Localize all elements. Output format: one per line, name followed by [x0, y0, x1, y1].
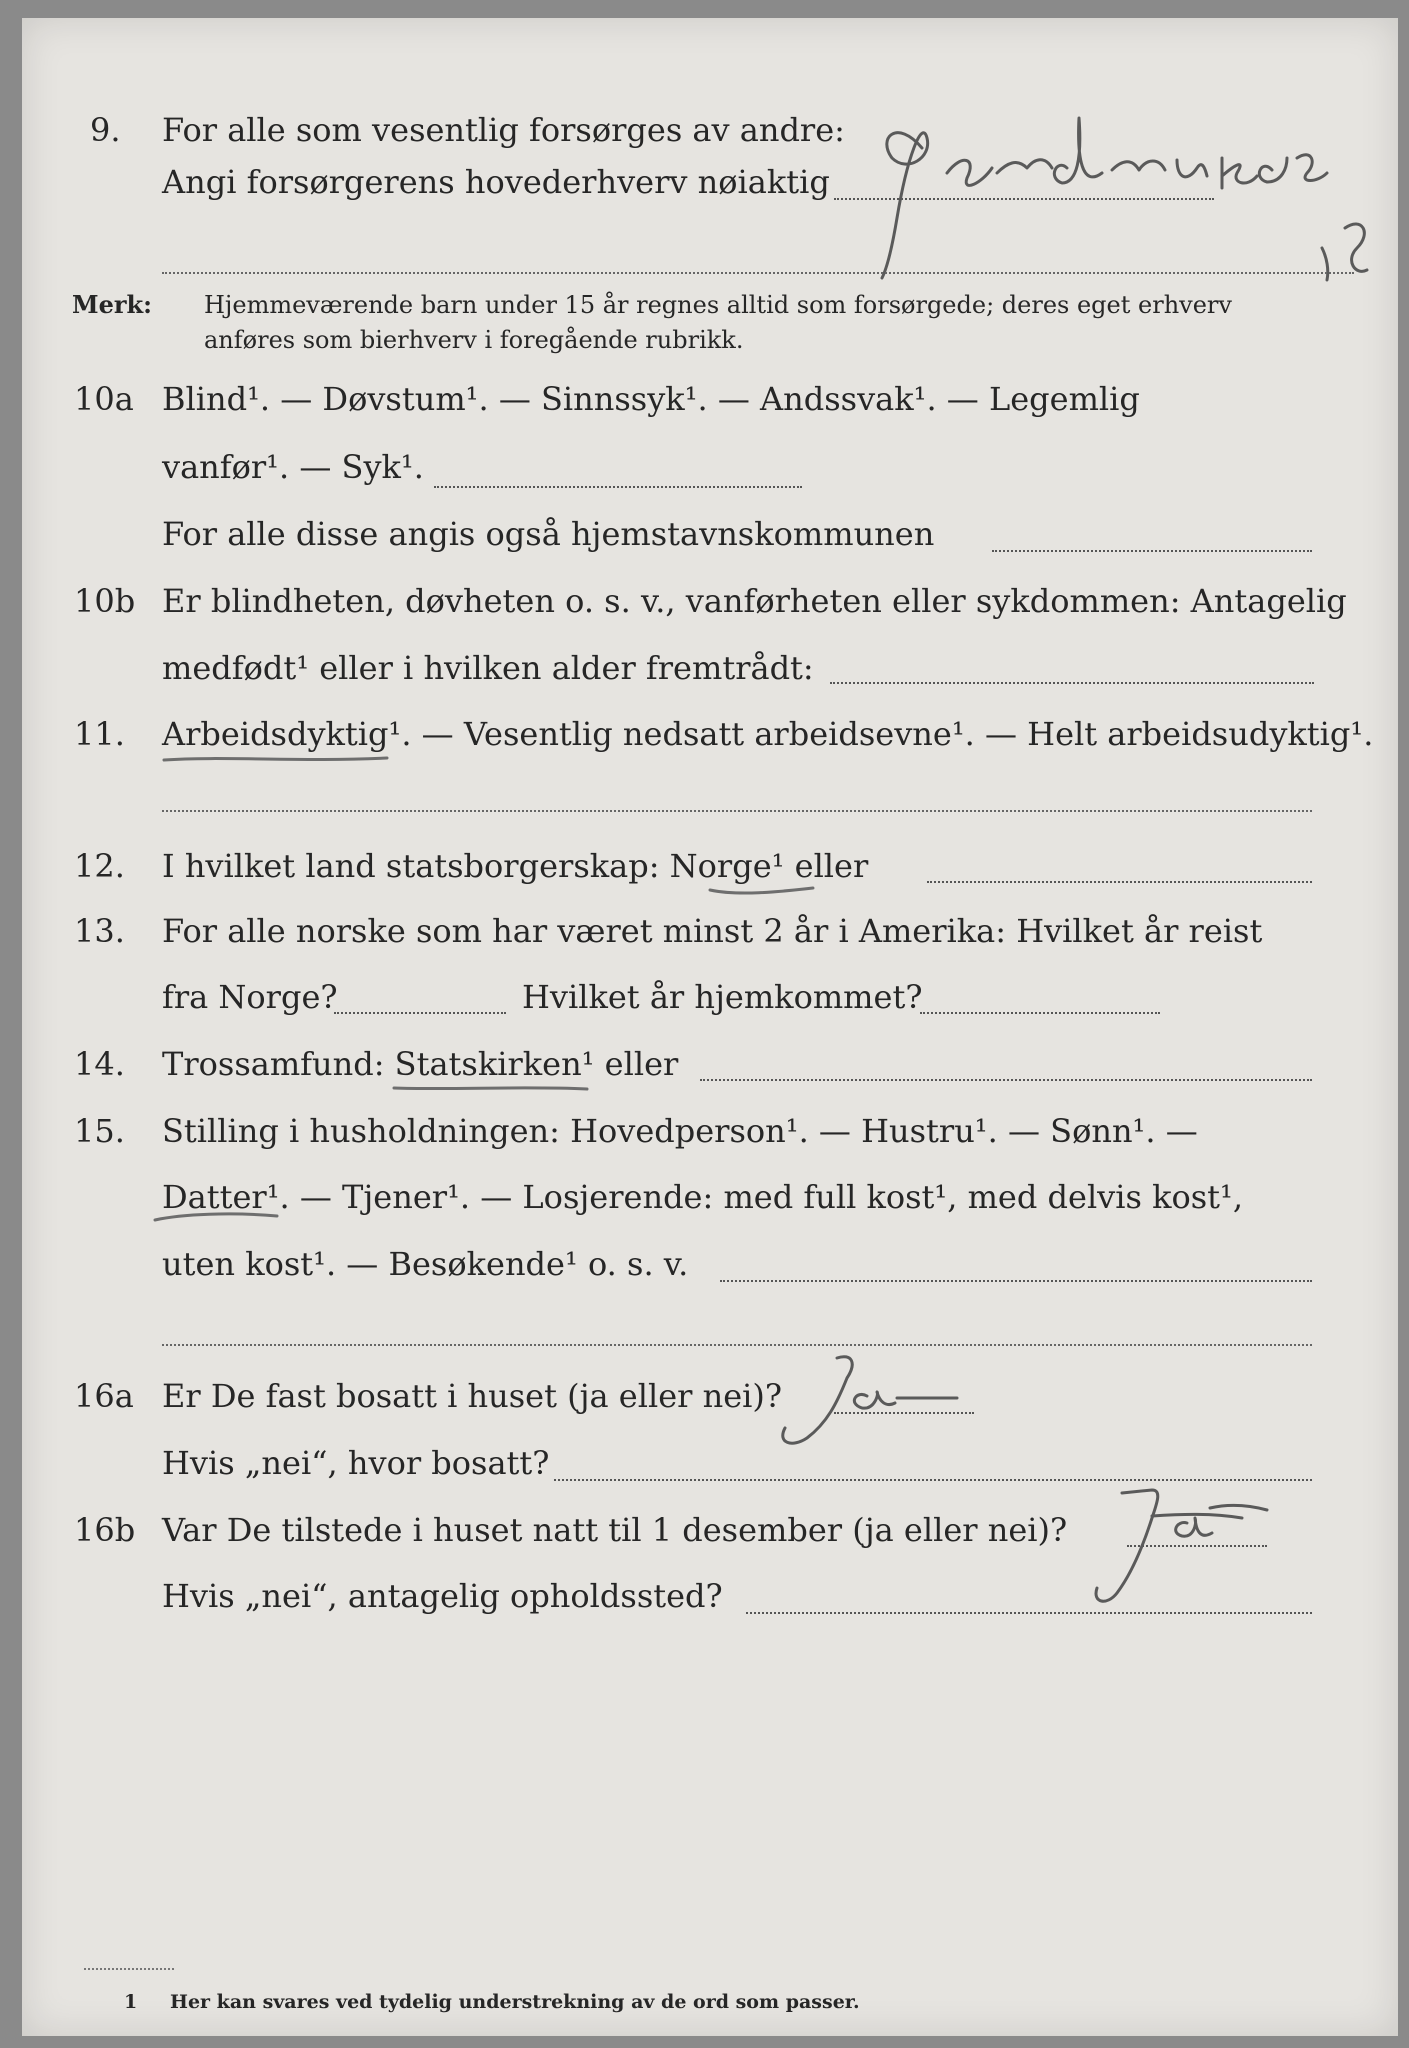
q10a-line2: vanfør¹. — Syk¹.	[162, 448, 424, 486]
q16b-line1: Var De tilstede i huset natt til 1 desember (ja eller nei)?	[162, 1511, 1068, 1549]
q9-line1: For alle som vesentlig forsørges av andre:	[162, 111, 845, 149]
q11-line1: Arbeidsdyktig¹. — Vesentlig nedsatt arbeidsevne¹. — Helt arbeidsudyktig¹.	[162, 715, 1374, 753]
q10b-line1: Er blindheten, døvheten o. s. v., vanførheten eller sykdommen: Antagelig	[162, 582, 1347, 620]
merk-line1: Hjemmeværende barn under 15 år regnes alltid som forsørgede; deres eget erhverv	[204, 291, 1232, 319]
q9-separator	[162, 272, 1354, 274]
q10b-line2: medfødt¹ eller i hvilken alder fremtrådt:	[162, 649, 814, 687]
q13-line2a: fra Norge?	[162, 978, 338, 1016]
q15-underline-datter	[152, 1208, 282, 1228]
q16a-number: 16a	[74, 1377, 134, 1415]
q10b-answer-line	[830, 682, 1314, 684]
q16b-number: 16b	[74, 1511, 136, 1549]
q13-hjemkommet-line	[920, 1012, 1160, 1014]
merk-line2: anføres som bierhverv i foregående rubrikk.	[204, 326, 744, 354]
q15-line2: Datter¹. — Tjener¹. — Losjerende: med full kost¹, med delvis kost¹,	[162, 1178, 1244, 1216]
q14-line1: Trossamfund: Statskirken¹ eller	[162, 1045, 679, 1083]
q16b-opholdssted-line	[746, 1612, 1312, 1614]
q15-line3: uten kost¹. — Besøkende¹ o. s. v.	[162, 1245, 689, 1283]
q16a-line2: Hvis „nei“, hvor bosatt?	[162, 1444, 550, 1482]
q16b-handwritten-answer	[1082, 1478, 1312, 1618]
q12-answer-line	[927, 881, 1312, 883]
q12-line1: I hvilket land statsborgerskap: Norge¹ eller	[162, 847, 869, 885]
q11-underline-arbeidsdyktig	[162, 750, 392, 770]
footnote-rule	[84, 1968, 174, 1970]
q15-answer-line	[720, 1280, 1312, 1282]
q13-line2b: Hvilket år hjemkommet?	[522, 978, 923, 1016]
q10a-line1: Blind¹. — Døvstum¹. — Sinnssyk¹. — Andssvak¹. — Legemlig	[162, 380, 1140, 418]
q13-number: 13.	[74, 912, 125, 950]
q10b-number: 10b	[74, 582, 136, 620]
merk-label: Merk:	[72, 290, 152, 319]
q10a-hjemstavn-line	[992, 550, 1312, 552]
q11-number: 11.	[74, 715, 125, 753]
q12-underline-norge	[708, 882, 818, 902]
q14-answer-line	[700, 1079, 1312, 1081]
q16a-handwritten-answer	[767, 1348, 997, 1458]
q14-number: 14.	[74, 1045, 125, 1083]
census-form-page	[22, 18, 1398, 2036]
q9-handwritten-answer	[867, 98, 1387, 298]
q13-line1: For alle norske som har været minst 2 år i Amerika: Hvilket år reist	[162, 912, 1263, 950]
q9-number: 9.	[90, 111, 121, 149]
q14-underline-statskirken	[392, 1080, 592, 1100]
q15-separator	[162, 1344, 1312, 1346]
q16a-line1: Er De fast bosatt i huset (ja eller nei)?	[162, 1377, 783, 1415]
q10a-line3: For alle disse angis også hjemstavnskommunen	[162, 515, 935, 553]
q15-number: 15.	[74, 1112, 125, 1150]
footnote-text: Her kan svares ved tydelig understrekning av de ord som passer.	[170, 1991, 860, 2013]
q12-number: 12.	[74, 847, 125, 885]
q11-separator	[162, 810, 1312, 812]
q10a-number: 10a	[74, 380, 134, 418]
q15-line1: Stilling i husholdningen: Hovedperson¹. — Hustru¹. — Sønn¹. —	[162, 1112, 1198, 1150]
footnote-mark: 1	[124, 1991, 138, 2013]
q13-reist-line	[334, 1012, 506, 1014]
q10a-answer-line	[434, 486, 802, 488]
q9-line2: Angi forsørgerens hovederhverv nøiaktig	[162, 163, 830, 201]
q16b-line2: Hvis „nei“, antagelig opholdssted?	[162, 1577, 723, 1615]
